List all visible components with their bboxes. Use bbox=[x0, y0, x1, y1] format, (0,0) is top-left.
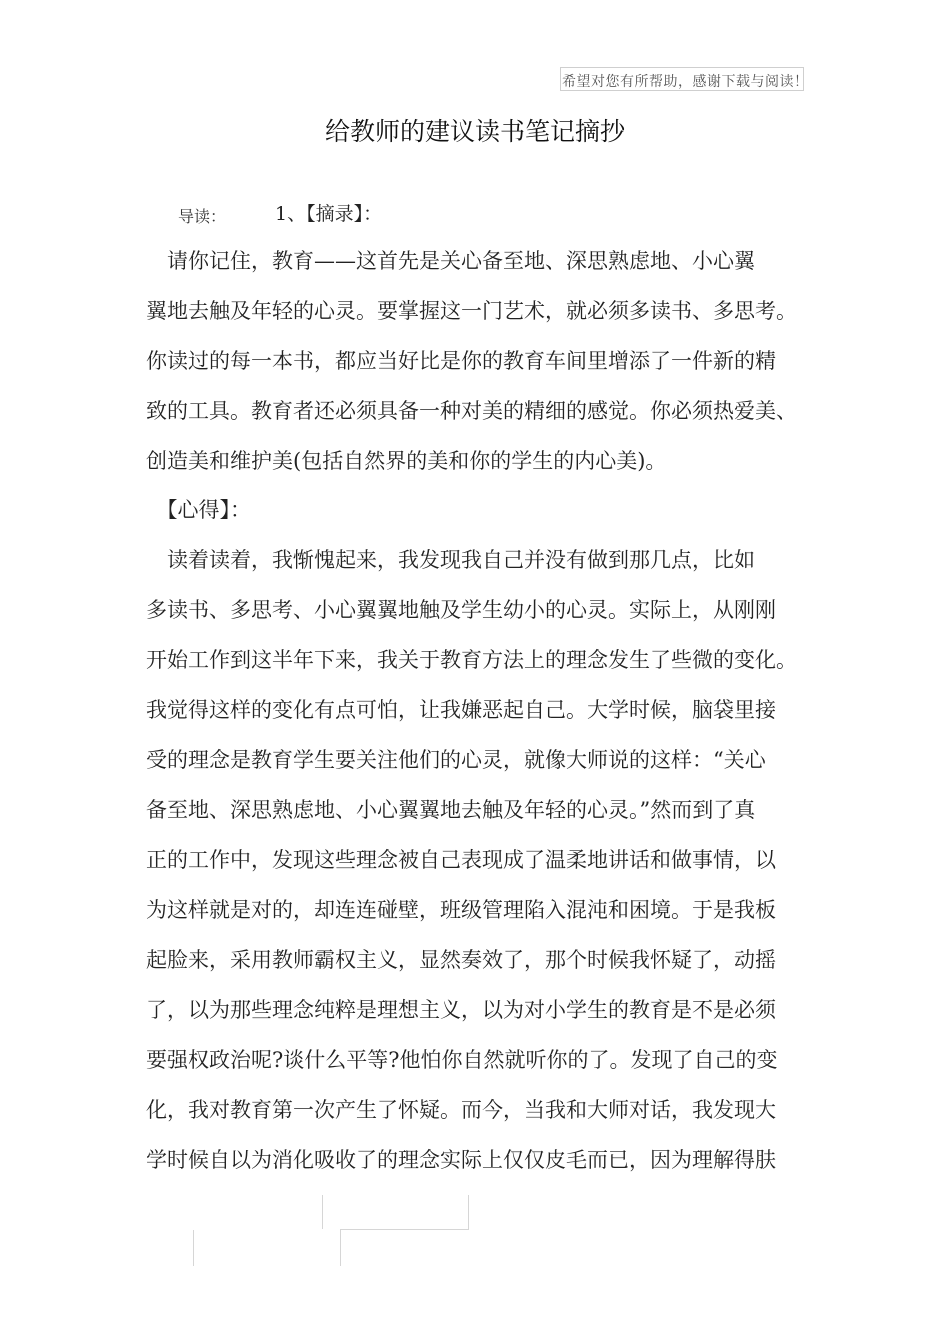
insight-line: 化，我对教育第一次产生了怀疑。而今，当我和大师对话，我发现大 bbox=[146, 1098, 776, 1122]
insight-line: 学时候自以为消化吸收了的理念实际上仅仅皮毛而已，因为理解得肤 bbox=[146, 1148, 776, 1172]
insight-line: 备至地、深思熟虑地、小心翼翼地去触及年轻的心灵。”然而到了真 bbox=[146, 798, 756, 822]
table-rule bbox=[193, 1230, 194, 1266]
header-note: 希望对您有所帮助，感谢下载与阅读！ bbox=[562, 74, 809, 90]
insight-line: 了，以为那些理念纯粹是理想主义，以为对小学生的教育是不是必须 bbox=[146, 998, 776, 1022]
excerpt-line: 致的工具。教育者还必须具备一种对美的精细的感觉。你必须热爱美、 bbox=[146, 399, 797, 423]
insight-line: 为这样就是对的，却连连碰壁，班级管理陷入混沌和困境。于是我板 bbox=[146, 898, 776, 922]
excerpt-line: 翼地去触及年轻的心灵。要掌握这一门艺术，就必须多读书、多思考。 bbox=[146, 299, 797, 323]
excerpt-line: 请你记住，教育——这首先是关心备至地、深思熟虑地、小心翼 bbox=[146, 249, 755, 273]
table-rule bbox=[322, 1195, 323, 1229]
table-rule bbox=[340, 1230, 341, 1266]
section-heading-insight: 【心得】： bbox=[146, 498, 251, 522]
insight-line: 受的理念是教育学生要关注他们的心灵，就像大师说的这样：“关心 bbox=[146, 748, 766, 772]
excerpt-line: 你读过的每一本书，都应当好比是你的教育车间里增添了一件新的精 bbox=[146, 349, 776, 373]
insight-line: 多读书、多思考、小心翼翼地触及学生幼小的心灵。实际上，从刚刚 bbox=[146, 598, 776, 622]
insight-line: 起脸来，采用教师霸权主义，显然奏效了，那个时候我怀疑了，动摇 bbox=[146, 948, 776, 972]
section-heading-excerpt: 1、【摘录】： bbox=[275, 203, 383, 225]
insight-line: 要强权政治呢?谈什么平等?他怕你自然就听你的了。发现了自己的变 bbox=[146, 1048, 778, 1072]
document-title: 给教师的建议读书笔记摘抄 bbox=[324, 117, 625, 146]
table-rule bbox=[340, 1229, 469, 1230]
insight-line: 我觉得这样的变化有点可怕，让我嫌恶起自己。大学时候，脑袋里接 bbox=[146, 698, 776, 722]
table-rule bbox=[468, 1195, 469, 1229]
insight-line: 读着读着，我惭愧起来，我发现我自己并没有做到那几点，比如 bbox=[146, 548, 755, 572]
guide-label: 导读： bbox=[178, 207, 227, 226]
excerpt-line: 创造美和维护美(包括自然界的美和你的学生的内心美)。 bbox=[146, 449, 667, 473]
insight-line: 正的工作中，发现这些理念被自己表现成了温柔地讲话和做事情，以 bbox=[146, 848, 776, 872]
insight-line: 开始工作到这半年下来，我关于教育方法上的理念发生了些微的变化。 bbox=[146, 648, 797, 672]
